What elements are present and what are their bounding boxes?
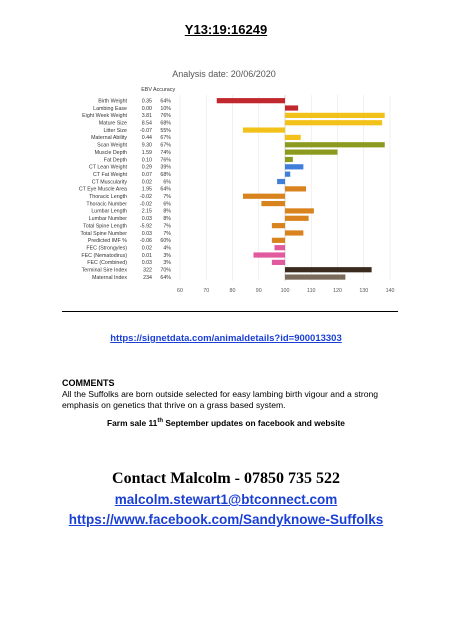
ebv-bar <box>285 120 382 125</box>
accuracy-value: 68% <box>160 171 171 178</box>
ebv-value: 3.81 <box>141 113 152 120</box>
ebv-bar <box>285 150 338 155</box>
ebv-value: -0.02 <box>139 194 152 201</box>
ebv-bar <box>285 105 298 110</box>
document-title: Y13:19:16249 <box>184 22 268 37</box>
ebv-value: 0.44 <box>141 135 152 142</box>
chart-row <box>91 208 314 214</box>
chart-row <box>104 157 293 163</box>
chart-row <box>82 113 385 119</box>
ebv-value: 234 <box>143 274 152 281</box>
accuracy-value: 6% <box>163 201 171 208</box>
chart-row <box>82 267 372 273</box>
ebv-bar <box>285 186 306 191</box>
ebv-bar <box>272 260 285 265</box>
accuracy-value: 3% <box>163 260 171 267</box>
trait-label: Litter Size <box>103 127 127 134</box>
ebv-value: -0.07 <box>139 127 152 134</box>
trait-label: Maternal Index <box>91 274 127 281</box>
trait-label: CT Muscularity <box>91 179 127 186</box>
ebv-value: 0.03 <box>141 230 152 237</box>
ebv-bar <box>285 230 303 235</box>
signet-data-link[interactable]: https://signetdata.com/animaldetails?id=900013303 <box>110 333 342 344</box>
ebv-bar <box>272 223 285 228</box>
farm-sale-superscript: th <box>157 418 163 425</box>
trait-label: Predicted IMF % <box>87 238 127 245</box>
accuracy-value: 7% <box>163 194 171 201</box>
accuracy-value: 76% <box>160 157 171 164</box>
ebv-value: 0.03 <box>141 216 152 223</box>
facebook-link[interactable]: https://www.facebook.com/Sandyknowe-Suffolks <box>68 512 384 527</box>
ebv-value: 0.29 <box>141 164 152 171</box>
accuracy-value: 64% <box>160 98 171 105</box>
ebv-bar <box>243 194 285 199</box>
ebv-bar <box>285 135 301 140</box>
chart-row <box>88 238 285 244</box>
trait-label: CT Lean Weight <box>88 164 127 171</box>
accuracy-value: 8% <box>163 208 171 215</box>
x-tick-label: 60 <box>177 287 183 294</box>
ebv-bar <box>285 172 290 177</box>
accuracy-value: 68% <box>160 120 171 127</box>
ebv-bar <box>254 252 286 257</box>
horizontal-rule <box>62 311 398 312</box>
farm-sale-note <box>0 418 452 428</box>
accuracy-value: 67% <box>160 142 171 149</box>
trait-label: FEC (Nematodirus) <box>81 252 127 259</box>
chart-row <box>92 179 285 185</box>
trait-label: Muscle Depth <box>94 149 127 156</box>
ebv-bar-chart <box>58 64 398 306</box>
trait-label: CT Fat Weight <box>93 171 127 178</box>
trait-label: Birth Weight <box>98 98 127 105</box>
ebv-bar <box>285 113 385 118</box>
ebv-value: 322 <box>143 267 152 274</box>
x-tick-label: 140 <box>385 287 395 294</box>
ebv-bar <box>285 208 314 213</box>
accuracy-value: 4% <box>163 245 171 252</box>
chart-row <box>98 98 285 104</box>
ebv-value: 1.95 <box>141 186 152 193</box>
chart-row <box>86 245 285 251</box>
ebv-value: 0.07 <box>141 171 152 178</box>
chart-row <box>80 230 303 236</box>
ebv-value: 0.10 <box>141 157 152 164</box>
chart-row <box>91 135 301 141</box>
chart-row <box>87 260 285 266</box>
accuracy-value: 3% <box>163 252 171 259</box>
accuracy-value: 60% <box>160 238 171 245</box>
accuracy-value: 74% <box>160 149 171 156</box>
accuracy-value: 76% <box>160 113 171 120</box>
accuracy-value: 6% <box>163 179 171 186</box>
chart-row <box>93 105 298 111</box>
ebv-bar <box>261 201 285 206</box>
chart-row <box>81 252 285 258</box>
chart-row <box>89 164 303 170</box>
ebv-value: 0.01 <box>141 252 152 259</box>
ebv-value: 0.02 <box>141 179 152 186</box>
ebv-value: 2.15 <box>141 208 152 215</box>
ebv-bar <box>285 157 293 162</box>
ebv-value: 9.30 <box>141 142 152 149</box>
accuracy-value: 10% <box>160 105 171 112</box>
accuracy-value: 70% <box>160 267 171 274</box>
ebv-bar <box>285 164 303 169</box>
comments-heading: COMMENTS <box>62 378 115 388</box>
trait-label: Lumbar Number <box>88 216 127 223</box>
chart-row <box>89 194 285 200</box>
chart-row <box>79 186 306 192</box>
accuracy-value: 64% <box>160 274 171 281</box>
x-tick-label: 130 <box>359 287 369 294</box>
ebv-value: 8.54 <box>141 120 152 127</box>
trait-label: CT Eye Muscle Area <box>78 186 127 193</box>
x-tick-label: 70 <box>203 287 210 294</box>
chart-row <box>97 142 385 148</box>
ebv-value: -0.02 <box>139 201 152 208</box>
ebv-bar <box>285 216 309 221</box>
ebv-value: -5.92 <box>139 223 152 230</box>
trait-label: Thoracic Length <box>89 194 127 201</box>
trait-label: Total Spine Number <box>80 230 127 237</box>
contact-heading: Contact Malcolm - 07850 735 522 <box>112 470 340 487</box>
chart-row <box>86 201 285 207</box>
ebv-bar <box>277 179 285 184</box>
trait-label: Thoracic Number <box>86 201 127 208</box>
trait-label: Scan Weight <box>97 142 127 149</box>
ebv-bar <box>275 245 286 250</box>
accuracy-value: 64% <box>160 186 171 193</box>
trait-label: Terminal Sire Index <box>81 267 127 274</box>
ebv-bar <box>285 267 372 272</box>
x-tick-label: 90 <box>255 287 262 294</box>
trait-label: Fat Depth <box>103 157 127 164</box>
chart-row <box>89 216 309 222</box>
accuracy-value: 55% <box>160 127 171 134</box>
farm-sale-prefix: Farm sale 11 <box>107 418 158 428</box>
ebv-value: 0.02 <box>141 245 152 252</box>
chart-rows <box>79 98 385 281</box>
accuracy-column-header: Accuracy <box>153 87 176 93</box>
x-tick-label: 80 <box>229 287 236 294</box>
accuracy-value: 8% <box>163 216 171 223</box>
trait-label: FEC (Strongyles) <box>86 245 127 252</box>
ebv-bar <box>272 238 285 243</box>
accuracy-value: 67% <box>160 135 171 142</box>
chart-row <box>83 223 285 229</box>
ebv-bar <box>285 274 345 279</box>
x-tick-label: 120 <box>333 287 342 294</box>
chart-title: Analysis date: 20/06/2020 <box>172 69 276 79</box>
ebv-column-header: EBV <box>141 87 152 93</box>
x-axis-ticks <box>177 288 394 294</box>
farm-sale-suffix: September updates on facebook and website <box>163 418 345 428</box>
email-link[interactable]: malcolm.stewart1@btconnect.com <box>114 492 338 507</box>
accuracy-value: 39% <box>160 164 171 171</box>
ebv-bar <box>243 127 285 132</box>
chart-row <box>92 274 345 280</box>
ebv-value: -0.06 <box>139 238 152 245</box>
trait-label: Mature Size <box>98 120 127 127</box>
ebv-value: 1.59 <box>141 149 152 156</box>
chart-row <box>99 120 382 126</box>
chart-row <box>93 172 290 178</box>
chart-row <box>95 150 338 156</box>
ebv-value: 0.03 <box>141 260 152 267</box>
trait-label: Lumbar Length <box>91 208 127 215</box>
accuracy-value: 7% <box>163 223 171 230</box>
comments-text: All the Suffolks are born outside selected for easy lambing birth vigour and a strong emphasis on genetics that thrive on a grass based system. <box>62 389 379 410</box>
x-tick-label: 100 <box>280 287 290 294</box>
ebv-bar <box>285 142 385 147</box>
ebv-value: 0.00 <box>141 105 152 112</box>
trait-label: Maternal Ability <box>91 135 127 142</box>
accuracy-value: 7% <box>163 230 171 237</box>
ebv-bar <box>217 98 285 103</box>
trait-label: Total Spine Length <box>83 223 127 230</box>
ebv-value: 0.35 <box>141 98 152 105</box>
chart-row <box>103 127 285 133</box>
x-tick-label: 110 <box>307 287 316 294</box>
trait-label: FEC (Combined) <box>87 260 127 267</box>
trait-label: Lambing Ease <box>93 105 127 112</box>
trait-label: Eight Week Weight <box>82 113 127 120</box>
